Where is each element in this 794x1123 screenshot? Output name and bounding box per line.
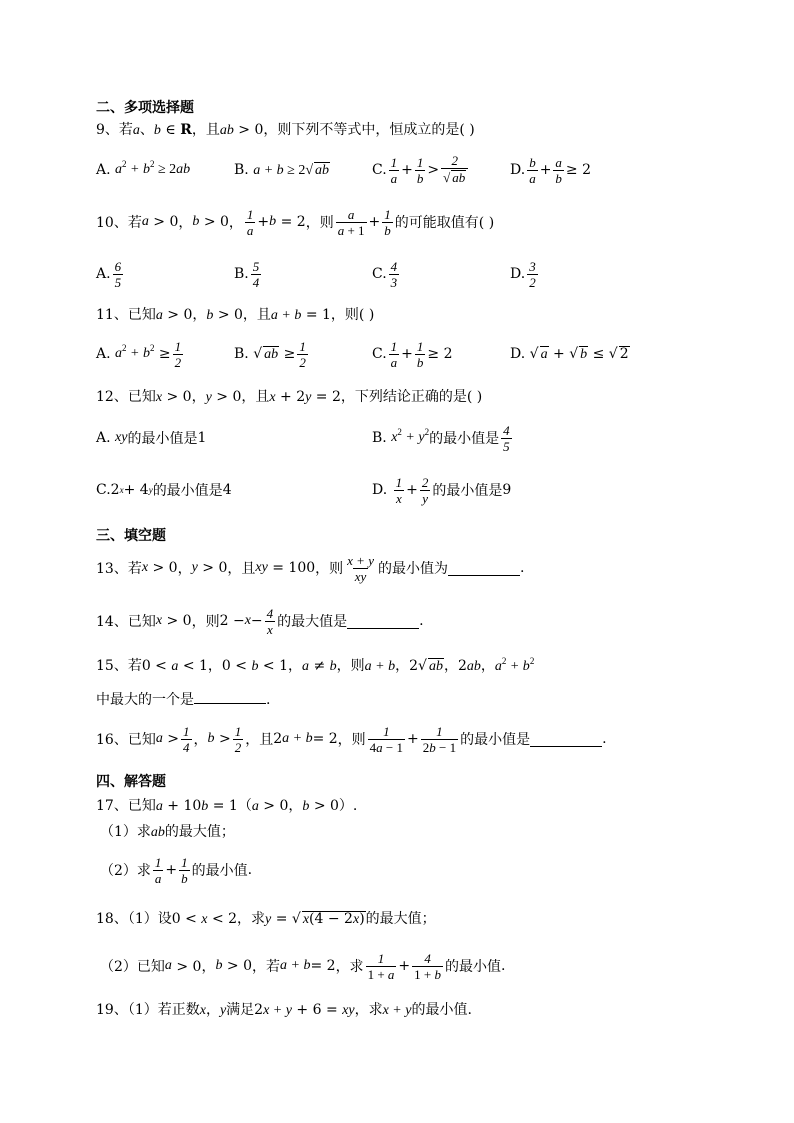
question-16: 16、已知 a > $\frac{1}{4}$ ， b > $\frac{1}{2}$ ，且 2 a + b = 2 ，则 $\frac{1}{4a - 1}$ + $\frac{1}{2b - 1}$ 的最小值是 . xyxy=(96,723,607,755)
section-heading-solutions: 四、解答题 xyxy=(96,774,166,790)
q9-option-b[interactable]: B. a + b ≥ 2√ ab xyxy=(234,162,330,178)
question-17-part-1: （1）求ab的最大值； xyxy=(100,824,235,840)
q10-option-c[interactable]: C. $\frac{4}{3}$ xyxy=(372,258,398,290)
question-12-stem: 12、已知x > 0，y > 0，且x + 2y = 2，下列结论正确的是( ) xyxy=(96,389,483,405)
q10-option-a[interactable]: A. $\frac{6}{5}$ xyxy=(96,258,122,290)
q16-answer-blank[interactable] xyxy=(530,732,602,747)
q11-option-b[interactable]: B. √ ab ≥ $\frac{1}{2}$ xyxy=(234,338,306,370)
q11-option-a[interactable]: A. $a^2 + b^2$ ≥ $\frac{1}{2}$ xyxy=(96,338,182,370)
q15-answer-blank[interactable] xyxy=(194,689,266,704)
section-heading-fill-in: 三、填空题 xyxy=(96,528,166,544)
question-11-stem: 11、已知a > 0，b > 0，且a + b = 1，则( ) xyxy=(96,307,375,323)
section-heading-multiple-choice: 二、多项选择题 xyxy=(96,100,194,116)
question-15-line-2: 中最大的一个是 . xyxy=(96,688,270,712)
question-13: 13、若 x > 0 ， y > 0 ，且 xy = 100 ，则 $\frac{x + y}{xy}$ 的最小值为 . xyxy=(96,552,525,584)
q9-option-d[interactable]: D. $\frac{b}{a}$ + $\frac{a}{b}$ ≥ 2 xyxy=(510,154,592,186)
q14-answer-blank[interactable] xyxy=(347,614,419,629)
q11-option-c[interactable]: C. $\frac{1}{a}$ + $\frac{1}{b}$ ≥ 2 xyxy=(372,338,453,370)
q9-option-a[interactable]: A. $a^2 + b^2 \ge 2ab$ xyxy=(96,159,191,178)
q11-option-d[interactable]: D. √ a + √ b ≤ √ 2 xyxy=(510,345,629,362)
q13-answer-blank[interactable] xyxy=(448,561,520,576)
question-19-part-1: 19、（1）若正数x，y满足2x + y + 6 = xy，求x + y的最小值. xyxy=(96,1002,472,1018)
q12-option-a[interactable]: A. xy 的最小值是 1 xyxy=(96,430,207,447)
question-15-line-1: 15、若0 < a < 1，0 < b < 1，a ≠ b，则a + b，2√ ab，2ab，$a^2 + b^2$ xyxy=(96,656,535,674)
question-14: 14、已知 x > 0 ，则 2 − x − $\frac{4}{x}$ 的最大值是 . xyxy=(96,605,424,637)
q12-option-b[interactable]: B. $x^2 + y^2$ 的最小值是 $\frac{4}{5}$ xyxy=(372,422,510,454)
question-18-part-2: （2）已知 a > 0， b > 0 ，若 a + b = 2 ，求 $\frac{1}{1 + a}$ + $\frac{4}{1 + b}$ 的最小值 . xyxy=(100,950,506,982)
question-10-stem: 10、若 a > 0 ， b > 0 ， $\frac{1}{a}$ + b = 2 ，则 $\frac{a}{a + 1}$ + $\frac{1}{b}$ 的可能取值有( ) xyxy=(96,206,495,238)
q12-option-d[interactable]: D. $\frac{1}{x}$ + $\frac{2}{y}$ 的最小值是 9 xyxy=(372,474,512,506)
question-18-part-1: 18、（1）设0 < x < 2，求y = √ x(4 − 2x)的最大值； xyxy=(96,911,436,927)
q10-option-b[interactable]: B. $\frac{5}{4}$ xyxy=(234,258,260,290)
question-17-part-2: （2）求 $\frac{1}{a}$ + $\frac{1}{b}$ 的最小值 . xyxy=(100,854,253,886)
question-17-stem: 17、已知a + 10b = 1（a > 0，b > 0）. xyxy=(96,798,358,814)
q10-option-d[interactable]: D. $\frac{3}{2}$ xyxy=(510,258,536,290)
q9-option-c[interactable]: C. $\frac{1}{a}$ + $\frac{1}{b}$ > $\frac{2}{√ ab}$ xyxy=(372,152,470,188)
question-9-stem: 9、若a、b ∈ R，且ab > 0，则下列不等式中，恒成立的是( ) xyxy=(96,122,475,138)
q12-option-c[interactable]: C. 2 x + 4 y 的最小值是 4 xyxy=(96,482,232,499)
